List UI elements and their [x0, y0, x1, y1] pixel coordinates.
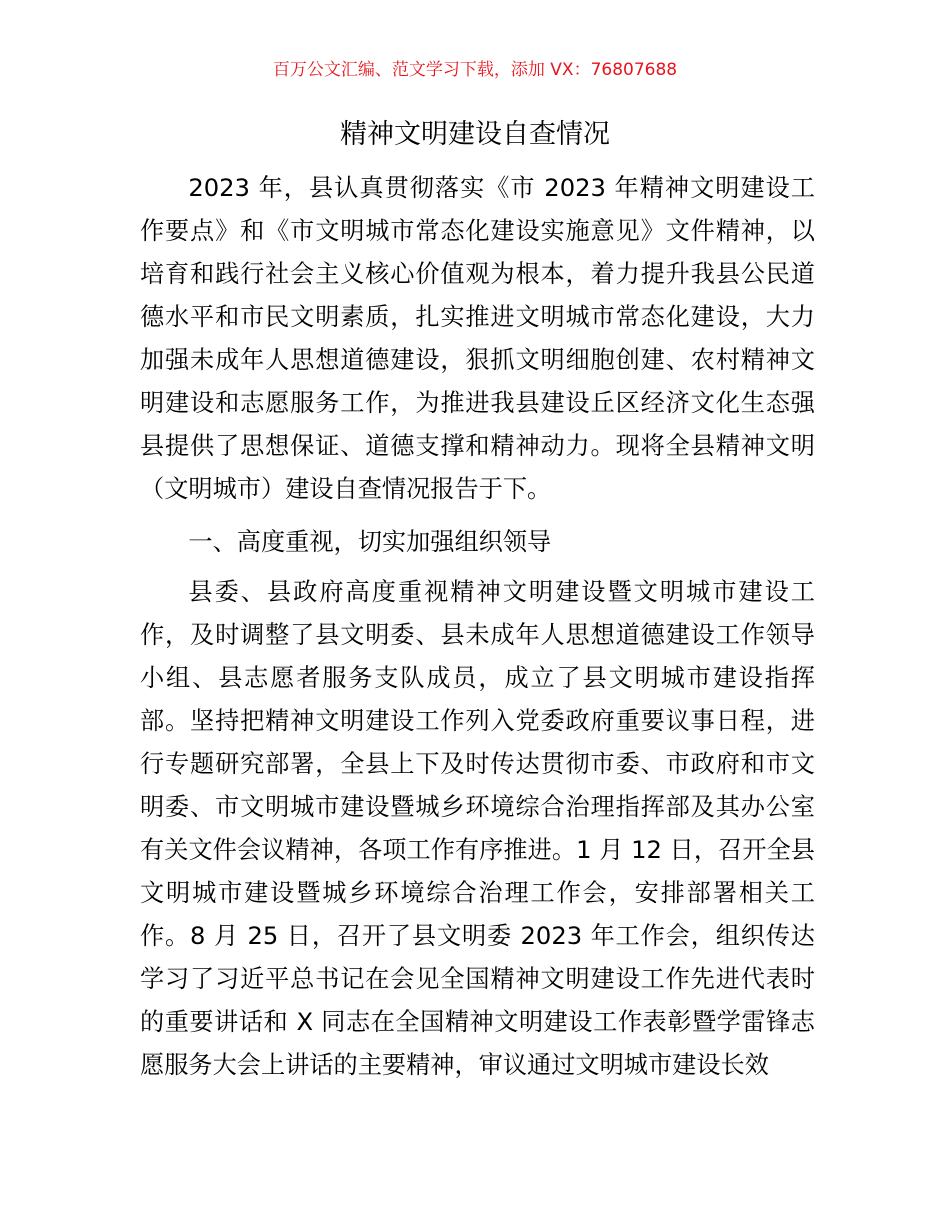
- header-ad-text: 百万公文汇编、范文学习下载，添加 VX：76807688: [272, 60, 678, 80]
- section-heading-1: 一、高度重视，切实加强组织领导: [188, 528, 552, 556]
- intro-paragraph: 2023 年，县认真贯彻落实《市 2023 年精神文明建设工作要点》和《市文明城市常态化建设实施意见》文件精神，以培育和践行社会主义核心价值观为根本，着力提升我县公民道德水平和市民文明素质，扎实推进文明城市常态化建设，大力加强未成年人思想道德建设，狠抓文明细胞创建、农村精神文明建设和志愿服务工作，为推进我县建设丘区经济文化生态强县提供了思想保证、道德支撑和精神动力。现将全县精神文明（文明城市）建设自查情况报告于下。: [140, 174, 815, 503]
- document-body: [140, 167, 815, 1087]
- document-title: 精神文明建设自查情况: [340, 119, 610, 150]
- section-1-paragraph: 县委、县政府高度重视精神文明建设暨文明城市建设工作，及时调整了县文明委、县未成年人思想道德建设工作领导小组、县志愿者服务支队成员，成立了县文明城市建设指挥部。坚持把精神文明建设工作列入党委政府重要议事日程，进行专题研究部署，全县上下及时传达贯彻市委、市政府和市文明委、市文明城市建设暨城乡环境综合治理指挥部及其办公室有关文件会议精神，各项工作有序推进。1 月 12 日，召开全县文明城市建设暨城乡环境综合治理工作会，安排部署相关工作。8 月 25 日，召开了县文明委 2023 年工作会，组织传达学习了习近平总书记在会见全国精神文明建设工作先进代表时的重要讲话和 X 同志在全国精神文明建设工作表彰暨学雷锋志愿服务大会上讲话的主要精神，审议通过文明城市建设长效: [140, 578, 815, 1079]
